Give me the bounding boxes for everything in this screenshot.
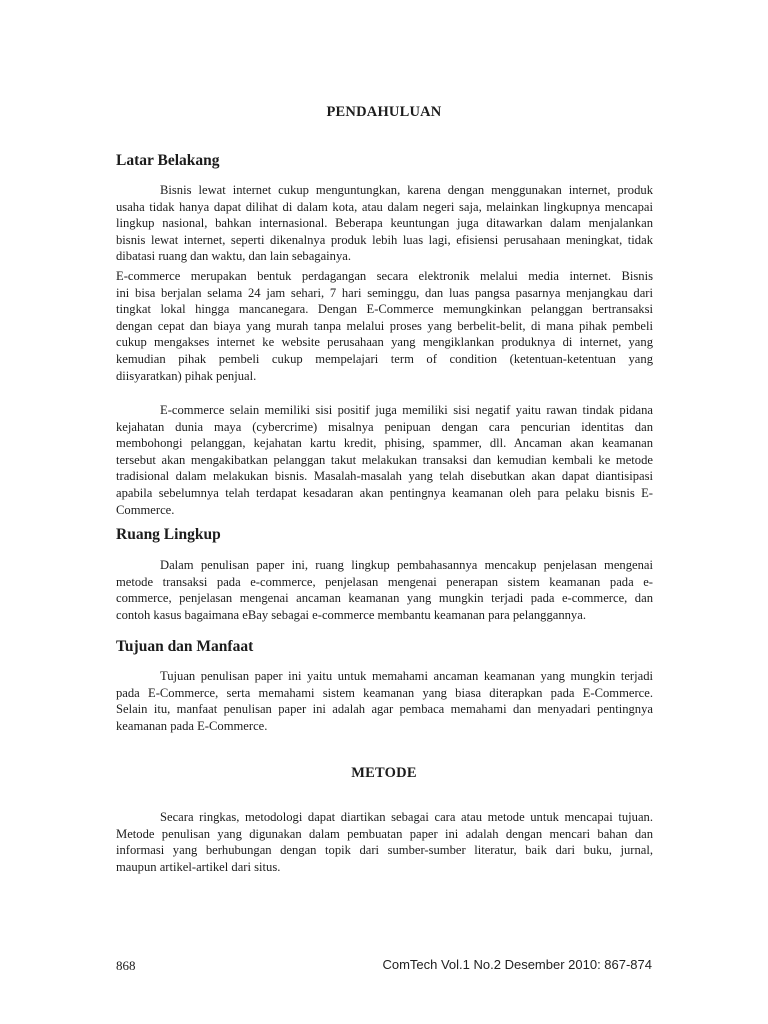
text-line: membohongi pelanggan, kejahatan kartu kredit, phising, spammer, dll. Ancaman akan keamanan: [116, 436, 653, 451]
text-line: E-commerce merupakan bentuk perdagangan secara elektronik melalui media internet. Bisnis: [116, 269, 653, 283]
text-line: Bisnis lewat internet cukup menguntungkan, karena dengan menggunakan internet, produk: [160, 183, 653, 197]
text-line: bisnis lewat internet, seperti dikenalnya produk lebih luas lagi, efisiensi perusahaan meningkat, tidak: [116, 232, 653, 247]
text-line: keamanan pada E-Commerce.: [116, 718, 268, 733]
text-line: Metode penulisan yang digunakan dalam pembuatan paper ini adalah dengan mencari bahan dan: [116, 826, 653, 841]
text-line: kemudian pihak pembeli cukup mempelajari term of condition (ketentuan-ketentuan yang: [116, 351, 653, 366]
text-line: apabila sebelumnya telah terdapat kesadaran akan pentingnya keamanan oleh para pelaku bisnis E-: [116, 485, 653, 500]
paragraph-latar-3: [116, 402, 653, 518]
subheading-ruang-lingkup: Ruang Lingkup: [116, 526, 221, 543]
paragraph-latar-1: [116, 182, 653, 265]
page-number: 868: [116, 958, 136, 973]
section-title-metode: METODE: [351, 765, 417, 781]
section-title-pendahuluan: PENDAHULUAN: [326, 104, 442, 120]
text-line: pada E-Commerce, serta memahami sistem keamanan yang biasa diterapkan pada E-Commerce.: [116, 685, 653, 700]
text-line: Tujuan penulisan paper ini yaitu untuk memahami ancaman keamanan yang mungkin terjadi: [160, 669, 653, 683]
paragraph-tujuan: [116, 668, 653, 734]
subheading-tujuan-manfaat: Tujuan dan Manfaat: [116, 638, 254, 655]
text-line: lingkup nasional, bahkan internasional. Beberapa keuntungan juga ditawarkan dalam menjalankan: [116, 216, 653, 231]
journal-citation: ComTech Vol.1 No.2 Desember 2010: 867-874: [382, 957, 652, 972]
text-line: Dalam penulisan paper ini, ruang lingkup pembahasannya mencakup penjelasan mengenai: [160, 558, 653, 572]
text-line: dengan cepat dan biaya yang murah tanpa melalui proses yang berbelit-belit, di mana pihak pembeli: [116, 318, 653, 333]
paragraph-metode: [116, 809, 653, 875]
text-line: ini bisa berjalan selama 24 jam sehari, 7 hari seminggu, dan luas pangsa pasarnya menjangkau dari: [116, 285, 653, 300]
text-line: kejahatan dunia maya (cybercrime) misalnya penipuan dengan cara pencurian identitas dan: [116, 419, 653, 434]
text-line: diisyaratkan) pihak penjual.: [116, 368, 257, 383]
text-line: usaha tidak hanya dapat dilihat di dalam kota, atau dalam negeri saja, melainkan lingkupnya mencapai: [116, 199, 653, 214]
text-line: metode transaksi pada e-commerce, penjelasan mengenai penerapan sistem keamanan pada e-: [116, 574, 653, 589]
text-line: tradisional dalam melakukan bisnis. Masalah-masalah yang telah disebutkan akan dapat diantisipasi: [116, 469, 653, 484]
text-line: E-commerce selain memiliki sisi positif juga memiliki sisi negatif yaitu rawan tindak pidana: [160, 403, 653, 417]
text-line: cukup mengakses internet ke website perusahaan yang mengiklankan produknya di internet, yang: [116, 335, 653, 350]
text-line: Selain itu, manfaat penulisan paper ini adalah agar pembaca memahami dan menyadari pentingnya: [116, 702, 653, 717]
subheading-latar-belakang: Latar Belakang: [116, 152, 220, 169]
text-line: informasi yang berhubungan dengan topik dari sumber-sumber literatur, baik dari buku, jurnal,: [116, 843, 653, 858]
text-line: Secara ringkas, metodologi dapat diartikan sebagai cara atau metode untuk mencapai tujuan.: [160, 810, 653, 824]
text-line: tersebut akan mengakibatkan pelanggan takut melakukan transaksi dan kemudian kembali ke metode: [116, 452, 653, 467]
text-line: contoh kasus bagaimana eBay sebagai e-commerce membantu keamanan para pelanggannya.: [116, 607, 586, 622]
text-line: Commerce.: [116, 502, 175, 517]
text-line: dibatasi ruang dan waktu, dan lain sebagainya.: [116, 249, 352, 264]
paragraph-latar-2: [116, 268, 653, 384]
paragraph-ruang-lingkup: [116, 557, 653, 623]
text-line: tingkat lokal hingga mancanegara. Dengan E-Commerce memungkinkan pelanggan bertransaksi: [116, 302, 653, 317]
text-line: maupun artikel-artikel dari situs.: [116, 859, 281, 874]
text-line: commerce, penjelasan mengenai ancaman keamanan yang mungkin terjadi pada e-commerce, dan: [116, 591, 653, 606]
